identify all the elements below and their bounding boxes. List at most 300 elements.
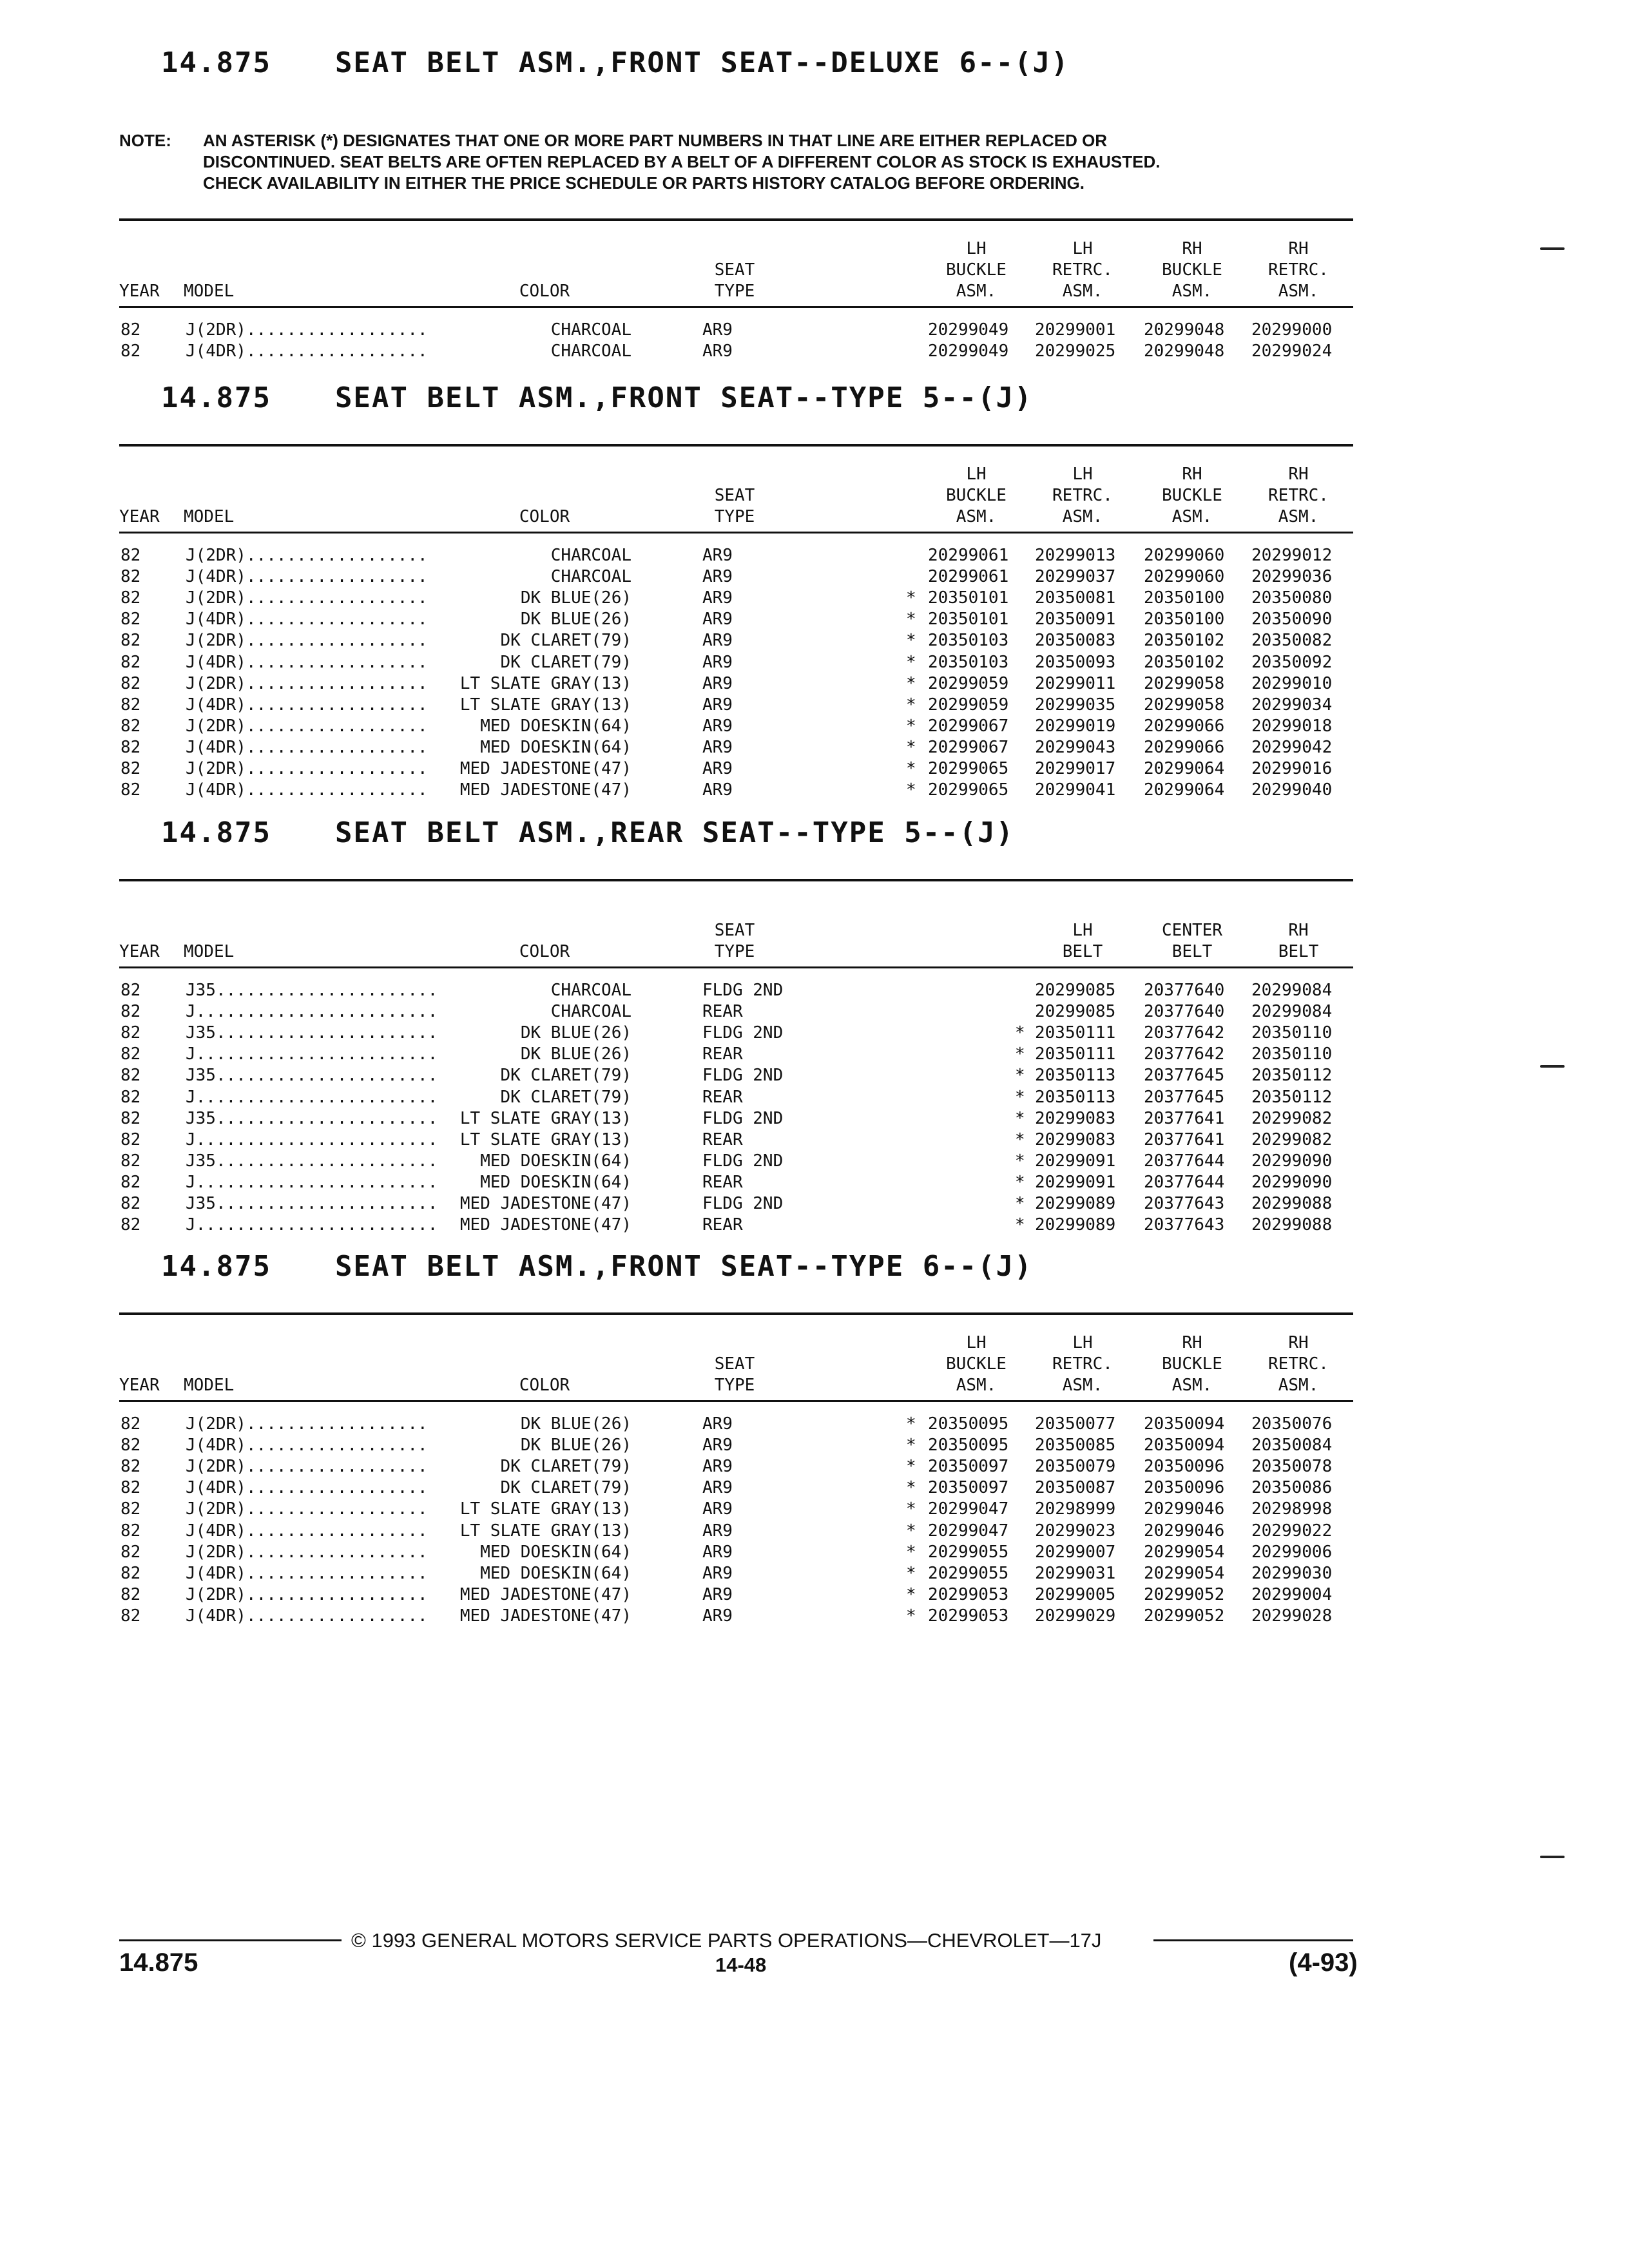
scan-mark: [1540, 1856, 1565, 1858]
model-cell: J35......................: [186, 1108, 438, 1128]
lh-retractor-cell: 20298999: [1035, 1499, 1116, 1519]
rh-retractor-cell: 20350086: [1251, 1478, 1333, 1498]
column-header: SEAT TYPE: [714, 486, 755, 526]
rh-retractor-cell: 20299024: [1251, 341, 1333, 361]
rh-buckle-cell: 20299064: [1144, 780, 1225, 800]
center-belt-cell: 20377640: [1144, 981, 1225, 1000]
year-cell: 82: [120, 341, 141, 361]
model-cell: J35......................: [186, 981, 438, 1000]
seat-type-cell: REAR: [702, 1044, 743, 1064]
rh-retractor-cell: 20299018: [1251, 716, 1333, 736]
year-cell: 82: [120, 652, 141, 672]
lh-buckle-cell: 20299047: [928, 1499, 1009, 1519]
seat-type-cell: AR9: [702, 610, 733, 629]
header-rule-bottom: [119, 1400, 1353, 1402]
asterisk-mark: *: [906, 610, 916, 629]
year-cell: 82: [120, 695, 141, 715]
lh-retractor-cell: 20350077: [1035, 1414, 1116, 1434]
rh-buckle-cell: 20299060: [1144, 567, 1225, 587]
asterisk-mark: *: [1015, 1129, 1025, 1149]
color-cell: DK BLUE(26): [520, 610, 631, 629]
asterisk-mark: *: [906, 631, 916, 651]
rh-belt-cell: 20299090: [1251, 1172, 1333, 1192]
lh-buckle-cell: 20350095: [928, 1436, 1009, 1456]
seat-type-cell: REAR: [702, 1129, 743, 1149]
rh-retractor-cell: 20350082: [1251, 631, 1333, 651]
model-cell: J(4DR)..................: [186, 652, 428, 672]
column-header: CENTER BELT: [1162, 921, 1222, 961]
seat-type-cell: AR9: [702, 1436, 733, 1456]
lh-belt-cell: 20299091: [1035, 1151, 1116, 1171]
color-cell: MED JADESTONE(47): [459, 1215, 631, 1235]
section-number: 14.875: [161, 381, 271, 414]
rh-buckle-cell: 20299048: [1144, 341, 1225, 361]
rh-retractor-cell: 20299022: [1251, 1521, 1333, 1541]
rh-retractor-cell: 20350078: [1251, 1457, 1333, 1477]
rh-buckle-cell: 20299058: [1144, 673, 1225, 693]
asterisk-mark: *: [906, 1563, 916, 1583]
model-cell: J(4DR)..................: [186, 1521, 428, 1541]
lh-buckle-cell: 20350097: [928, 1478, 1009, 1498]
color-cell: CHARCOAL: [550, 341, 631, 361]
lh-belt-cell: 20299085: [1035, 981, 1116, 1000]
model-cell: J(4DR)..................: [186, 567, 428, 587]
header-rule-top: [119, 218, 1353, 221]
year-cell: 82: [120, 546, 141, 565]
lh-belt-cell: 20299091: [1035, 1172, 1116, 1192]
lh-buckle-cell: 20350103: [928, 631, 1009, 651]
model-cell: J(2DR)..................: [186, 1584, 428, 1604]
year-cell: 82: [120, 1436, 141, 1456]
seat-type-cell: AR9: [702, 695, 733, 715]
rh-buckle-cell: 20299064: [1144, 759, 1225, 778]
rh-retractor-cell: 20350076: [1251, 1414, 1333, 1434]
lh-buckle-cell: 20299053: [928, 1584, 1009, 1604]
seat-type-cell: AR9: [702, 546, 733, 565]
rh-retractor-cell: 20299036: [1251, 567, 1333, 587]
model-cell: J(4DR)..................: [186, 1478, 428, 1498]
column-header: LH BELT: [1062, 921, 1103, 961]
center-belt-cell: 20377645: [1144, 1087, 1225, 1107]
rh-retractor-cell: 20299012: [1251, 546, 1333, 565]
asterisk-mark: *: [1015, 1044, 1025, 1064]
lh-buckle-cell: 20350095: [928, 1414, 1009, 1434]
model-cell: J(2DR)..................: [186, 631, 428, 651]
asterisk-mark: *: [1015, 1087, 1025, 1107]
model-cell: J(4DR)..................: [186, 737, 428, 757]
model-cell: J(4DR)..................: [186, 1436, 428, 1456]
asterisk-mark: *: [906, 759, 916, 778]
model-cell: J(2DR)..................: [186, 320, 428, 340]
seat-type-cell: REAR: [702, 1087, 743, 1107]
lh-retractor-cell: 20350091: [1035, 610, 1116, 629]
rh-belt-cell: 20299084: [1251, 981, 1333, 1000]
rh-buckle-cell: 20299048: [1144, 320, 1225, 340]
lh-belt-cell: 20299089: [1035, 1215, 1116, 1235]
year-cell: 82: [120, 1066, 141, 1086]
asterisk-mark: *: [906, 780, 916, 800]
note-text: [203, 130, 1460, 194]
section-heading: SEAT BELT ASM.,FRONT SEAT--TYPE 5--(J): [335, 381, 1033, 414]
seat-type-cell: AR9: [702, 1478, 733, 1498]
center-belt-cell: 20377641: [1144, 1108, 1225, 1128]
center-belt-cell: 20377645: [1144, 1066, 1225, 1086]
year-cell: 82: [120, 1414, 141, 1434]
asterisk-mark: *: [906, 695, 916, 715]
rh-buckle-cell: 20299060: [1144, 546, 1225, 565]
model-cell: J(4DR)..................: [186, 695, 428, 715]
column-header: RH RETRC. ASM.: [1268, 465, 1329, 526]
year-cell: 82: [120, 1215, 141, 1235]
asterisk-mark: *: [1015, 1023, 1025, 1043]
rh-belt-cell: 20299082: [1251, 1108, 1333, 1128]
asterisk-mark: *: [906, 1542, 916, 1562]
column-header: MODEL: [184, 1376, 235, 1395]
rh-retractor-cell: 20299006: [1251, 1542, 1333, 1562]
color-cell: MED JADESTONE(47): [459, 1606, 631, 1626]
note-line: AN ASTERISK (*) DESIGNATES THAT ONE OR MORE PART NUMBERS IN THAT LINE ARE EITHER REPLACED OR: [203, 131, 1108, 150]
header-rule-bottom: [119, 966, 1353, 968]
column-header: MODEL: [184, 282, 235, 301]
lh-retractor-cell: 20299011: [1035, 673, 1116, 693]
lh-buckle-cell: 20299053: [928, 1606, 1009, 1626]
column-header: COLOR: [519, 507, 570, 526]
center-belt-cell: 20377643: [1144, 1194, 1225, 1213]
rh-belt-cell: 20350112: [1251, 1066, 1333, 1086]
rh-retractor-cell: 20299004: [1251, 1584, 1333, 1604]
lh-buckle-cell: 20299055: [928, 1542, 1009, 1562]
color-cell: DK BLUE(26): [520, 588, 631, 608]
model-cell: J(4DR)..................: [186, 610, 428, 629]
color-cell: MED JADESTONE(47): [459, 1584, 631, 1604]
color-cell: DK CLARET(79): [500, 1457, 631, 1477]
lh-buckle-cell: 20299067: [928, 716, 1009, 736]
model-cell: J(2DR)..................: [186, 716, 428, 736]
rh-buckle-cell: 20299054: [1144, 1542, 1225, 1562]
lh-retractor-cell: 20299025: [1035, 341, 1116, 361]
model-cell: J(2DR)..................: [186, 1499, 428, 1519]
column-header: RH BUCKLE ASM.: [1162, 1333, 1222, 1395]
lh-buckle-cell: 20350101: [928, 588, 1009, 608]
section-heading: SEAT BELT ASM.,REAR SEAT--TYPE 5--(J): [335, 816, 1015, 849]
asterisk-mark: *: [906, 1521, 916, 1541]
lh-buckle-cell: 20299065: [928, 759, 1009, 778]
model-cell: J35......................: [186, 1151, 438, 1171]
year-cell: 82: [120, 1108, 141, 1128]
footer-section-number: 14.875: [119, 1948, 198, 1977]
seat-type-cell: AR9: [702, 1542, 733, 1562]
lh-buckle-cell: 20299065: [928, 780, 1009, 800]
lh-buckle-cell: 20350101: [928, 610, 1009, 629]
seat-type-cell: AR9: [702, 759, 733, 778]
seat-type-cell: FLDG 2ND: [702, 1194, 784, 1213]
rh-buckle-cell: 20350100: [1144, 588, 1225, 608]
year-cell: 82: [120, 567, 141, 587]
seat-type-cell: REAR: [702, 1215, 743, 1235]
seat-type-cell: AR9: [702, 341, 733, 361]
seat-type-cell: AR9: [702, 652, 733, 672]
color-cell: CHARCOAL: [550, 1002, 631, 1022]
color-cell: MED JADESTONE(47): [459, 1194, 631, 1213]
year-cell: 82: [120, 588, 141, 608]
lh-buckle-cell: 20350097: [928, 1457, 1009, 1477]
year-cell: 82: [120, 1478, 141, 1498]
seat-type-cell: FLDG 2ND: [702, 981, 784, 1000]
model-cell: J........................: [186, 1215, 438, 1235]
asterisk-mark: *: [906, 1457, 916, 1477]
section-title: [161, 1250, 1033, 1283]
column-header: RH RETRC. ASM.: [1268, 1333, 1329, 1395]
column-header: COLOR: [519, 942, 570, 961]
column-header: LH RETRC. ASM.: [1052, 465, 1113, 526]
seat-type-cell: AR9: [702, 1499, 733, 1519]
column-header: SEAT TYPE: [714, 260, 755, 301]
color-cell: MED JADESTONE(47): [459, 759, 631, 778]
rh-retractor-cell: 20350080: [1251, 588, 1333, 608]
center-belt-cell: 20377644: [1144, 1172, 1225, 1192]
lh-belt-cell: 20350113: [1035, 1087, 1116, 1107]
column-header: YEAR: [119, 507, 160, 526]
column-header: LH BUCKLE ASM.: [946, 239, 1007, 301]
asterisk-mark: *: [1015, 1108, 1025, 1128]
year-cell: 82: [120, 1023, 141, 1043]
seat-type-cell: AR9: [702, 320, 733, 340]
section-number: 14.875: [161, 816, 271, 849]
lh-retractor-cell: 20350085: [1035, 1436, 1116, 1456]
column-header: SEAT TYPE: [714, 1354, 755, 1395]
seat-type-cell: AR9: [702, 588, 733, 608]
model-cell: J........................: [186, 1172, 438, 1192]
lh-retractor-cell: 20299043: [1035, 737, 1116, 757]
color-cell: CHARCOAL: [550, 567, 631, 587]
lh-retractor-cell: 20299041: [1035, 780, 1116, 800]
model-cell: J35......................: [186, 1066, 438, 1086]
seat-type-cell: AR9: [702, 1414, 733, 1434]
column-header: RH BELT: [1278, 921, 1319, 961]
year-cell: 82: [120, 673, 141, 693]
year-cell: 82: [120, 1499, 141, 1519]
header-rule-top: [119, 879, 1353, 881]
column-header: COLOR: [519, 1376, 570, 1395]
rh-retractor-cell: 20299028: [1251, 1606, 1333, 1626]
seat-type-cell: AR9: [702, 567, 733, 587]
lh-buckle-cell: 20299059: [928, 673, 1009, 693]
seat-type-cell: AR9: [702, 1457, 733, 1477]
rh-retractor-cell: 20299000: [1251, 320, 1333, 340]
color-cell: CHARCOAL: [550, 546, 631, 565]
section-title: [161, 381, 1033, 414]
lh-buckle-cell: 20299055: [928, 1563, 1009, 1583]
center-belt-cell: 20377642: [1144, 1044, 1225, 1064]
column-header: LH BUCKLE ASM.: [946, 465, 1007, 526]
rh-buckle-cell: 20299046: [1144, 1521, 1225, 1541]
lh-buckle-cell: 20299059: [928, 695, 1009, 715]
column-header: SEAT TYPE: [714, 921, 755, 961]
model-cell: J35......................: [186, 1023, 438, 1043]
seat-type-cell: AR9: [702, 780, 733, 800]
lh-buckle-cell: 20350103: [928, 652, 1009, 672]
seat-type-cell: FLDG 2ND: [702, 1151, 784, 1171]
asterisk-mark: *: [906, 1478, 916, 1498]
seat-type-cell: AR9: [702, 716, 733, 736]
rh-buckle-cell: 20350094: [1144, 1414, 1225, 1434]
seat-type-cell: REAR: [702, 1172, 743, 1192]
lh-buckle-cell: 20299049: [928, 341, 1009, 361]
seat-type-cell: AR9: [702, 631, 733, 651]
column-header: YEAR: [119, 282, 160, 301]
rh-retractor-cell: 20299042: [1251, 737, 1333, 757]
rh-belt-cell: 20299088: [1251, 1215, 1333, 1235]
asterisk-mark: *: [906, 1584, 916, 1604]
asterisk-mark: *: [906, 1436, 916, 1456]
year-cell: 82: [120, 981, 141, 1000]
column-header: YEAR: [119, 1376, 160, 1395]
rh-buckle-cell: 20299066: [1144, 716, 1225, 736]
lh-buckle-cell: 20299061: [928, 567, 1009, 587]
column-header: MODEL: [184, 507, 235, 526]
rh-retractor-cell: 20299016: [1251, 759, 1333, 778]
rh-retractor-cell: 20299034: [1251, 695, 1333, 715]
lh-buckle-cell: 20299047: [928, 1521, 1009, 1541]
asterisk-mark: *: [906, 1414, 916, 1434]
column-header: LH RETRC. ASM.: [1052, 239, 1113, 301]
year-cell: 82: [120, 1563, 141, 1583]
year-cell: 82: [120, 1542, 141, 1562]
lh-retractor-cell: 20299035: [1035, 695, 1116, 715]
seat-type-cell: AR9: [702, 1606, 733, 1626]
year-cell: 82: [120, 1606, 141, 1626]
seat-type-cell: REAR: [702, 1002, 743, 1022]
color-cell: LT SLATE GRAY(13): [459, 695, 631, 715]
model-cell: J(2DR)..................: [186, 546, 428, 565]
column-header: LH BUCKLE ASM.: [946, 1333, 1007, 1395]
rh-buckle-cell: 20299052: [1144, 1584, 1225, 1604]
asterisk-mark: *: [906, 716, 916, 736]
year-cell: 82: [120, 320, 141, 340]
color-cell: DK CLARET(79): [500, 652, 631, 672]
header-rule-bottom: [119, 306, 1353, 308]
footer-date-code: (4-93): [1289, 1948, 1358, 1977]
rh-belt-cell: 20299084: [1251, 1002, 1333, 1022]
column-header: LH RETRC. ASM.: [1052, 1333, 1113, 1395]
section-heading: SEAT BELT ASM.,FRONT SEAT--TYPE 6--(J): [335, 1250, 1033, 1283]
seat-type-cell: FLDG 2ND: [702, 1108, 784, 1128]
color-cell: MED DOESKIN(64): [480, 716, 631, 736]
lh-retractor-cell: 20350081: [1035, 588, 1116, 608]
footer-rule-right: [1153, 1939, 1353, 1941]
rh-retractor-cell: 20350092: [1251, 652, 1333, 672]
rh-retractor-cell: 20298998: [1251, 1499, 1333, 1519]
rh-retractor-cell: 20299010: [1251, 673, 1333, 693]
color-cell: DK BLUE(26): [520, 1044, 631, 1064]
rh-retractor-cell: 20350090: [1251, 610, 1333, 629]
year-cell: 82: [120, 1521, 141, 1541]
asterisk-mark: *: [906, 652, 916, 672]
lh-retractor-cell: 20299001: [1035, 320, 1116, 340]
year-cell: 82: [120, 1087, 141, 1107]
center-belt-cell: 20377641: [1144, 1129, 1225, 1149]
lh-buckle-cell: 20299067: [928, 737, 1009, 757]
lh-belt-cell: 20299083: [1035, 1129, 1116, 1149]
color-cell: DK CLARET(79): [500, 1478, 631, 1498]
lh-belt-cell: 20350111: [1035, 1023, 1116, 1043]
rh-belt-cell: 20350110: [1251, 1044, 1333, 1064]
lh-retractor-cell: 20350087: [1035, 1478, 1116, 1498]
scan-mark: [1540, 247, 1565, 250]
column-header: YEAR: [119, 942, 160, 961]
seat-type-cell: AR9: [702, 1563, 733, 1583]
lh-belt-cell: 20299089: [1035, 1194, 1116, 1213]
color-cell: LT SLATE GRAY(13): [459, 1108, 631, 1128]
center-belt-cell: 20377643: [1144, 1215, 1225, 1235]
lh-buckle-cell: 20299061: [928, 546, 1009, 565]
year-cell: 82: [120, 1194, 141, 1213]
color-cell: DK BLUE(26): [520, 1414, 631, 1434]
rh-buckle-cell: 20350096: [1144, 1457, 1225, 1477]
footer-copyright: © 1993 GENERAL MOTORS SERVICE PARTS OPERATIONS—CHEVROLET—17J: [351, 1929, 1102, 1952]
color-cell: LT SLATE GRAY(13): [459, 1129, 631, 1149]
seat-type-cell: AR9: [702, 673, 733, 693]
lh-retractor-cell: 20299013: [1035, 546, 1116, 565]
seat-type-cell: AR9: [702, 1584, 733, 1604]
rh-buckle-cell: 20299046: [1144, 1499, 1225, 1519]
seat-type-cell: FLDG 2ND: [702, 1023, 784, 1043]
color-cell: LT SLATE GRAY(13): [459, 1499, 631, 1519]
lh-buckle-cell: 20299049: [928, 320, 1009, 340]
color-cell: MED DOESKIN(64): [480, 1151, 631, 1171]
lh-retractor-cell: 20299031: [1035, 1563, 1116, 1583]
year-cell: 82: [120, 716, 141, 736]
note-label: NOTE:: [119, 131, 171, 150]
lh-retractor-cell: 20350083: [1035, 631, 1116, 651]
rh-retractor-cell: 20299030: [1251, 1563, 1333, 1583]
rh-buckle-cell: 20350096: [1144, 1478, 1225, 1498]
asterisk-mark: *: [906, 588, 916, 608]
model-cell: J35......................: [186, 1194, 438, 1213]
year-cell: 82: [120, 1151, 141, 1171]
section-title: [161, 46, 1070, 79]
model-cell: J(4DR)..................: [186, 1563, 428, 1583]
color-cell: DK BLUE(26): [520, 1023, 631, 1043]
lh-retractor-cell: 20299037: [1035, 567, 1116, 587]
rh-belt-cell: 20299090: [1251, 1151, 1333, 1171]
asterisk-mark: *: [906, 1499, 916, 1519]
rh-buckle-cell: 20299054: [1144, 1563, 1225, 1583]
year-cell: 82: [120, 1584, 141, 1604]
rh-belt-cell: 20350112: [1251, 1087, 1333, 1107]
lh-belt-cell: 20299085: [1035, 1002, 1116, 1022]
model-cell: J........................: [186, 1087, 438, 1107]
color-cell: MED DOESKIN(64): [480, 737, 631, 757]
color-cell: DK BLUE(26): [520, 1436, 631, 1456]
section-title: [161, 816, 1014, 849]
column-header: RH RETRC. ASM.: [1268, 239, 1329, 301]
scan-mark: [1540, 1065, 1565, 1068]
rh-buckle-cell: 20350102: [1144, 631, 1225, 651]
lh-belt-cell: 20350111: [1035, 1044, 1116, 1064]
rh-buckle-cell: 20350102: [1144, 652, 1225, 672]
color-cell: MED JADESTONE(47): [459, 780, 631, 800]
lh-belt-cell: 20299083: [1035, 1108, 1116, 1128]
lh-retractor-cell: 20350093: [1035, 652, 1116, 672]
model-cell: J(4DR)..................: [186, 780, 428, 800]
color-cell: LT SLATE GRAY(13): [459, 1521, 631, 1541]
year-cell: 82: [120, 780, 141, 800]
color-cell: CHARCOAL: [550, 981, 631, 1000]
center-belt-cell: 20377642: [1144, 1023, 1225, 1043]
model-cell: J........................: [186, 1044, 438, 1064]
note-line: DISCONTINUED. SEAT BELTS ARE OFTEN REPLACED BY A BELT OF A DIFFERENT COLOR AS STOCK IS EXHAUSTED.: [203, 152, 1161, 171]
